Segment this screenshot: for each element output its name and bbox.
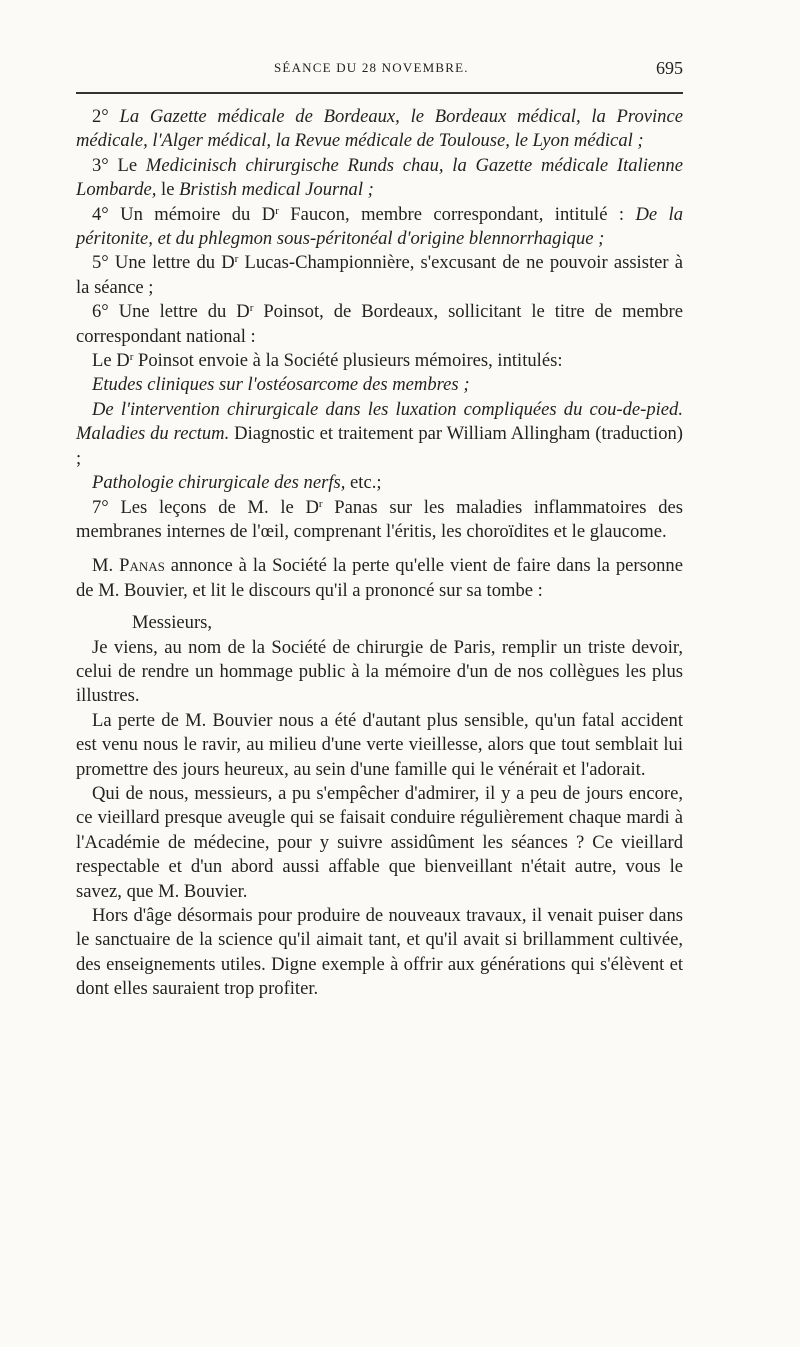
pathologie-title: Pathologie chirurgicale des nerfs, etc.; [92, 472, 382, 494]
speech-paragraph-2: La perte de M. Bouvier nous a été d'autant plus sensible, qu'un fatal accident est venu nous le ravir, au milieu d'une verte vieillesse, alors que tout semblait lui promettre des jours heureux, au sein d'une famille qui le vénérait et l'adorait. [76, 709, 683, 780]
panas-announcement: M. Panas annonce à la Société la perte qu'elle vient de faire dans la personne de M. Bouvier, et lit le discours qu'il a prononcé sur sa tombe : [76, 555, 683, 601]
intervention-title: De l'intervention chirurgicale dans les luxation compliquées du cou-de-pied. Maladies du rectum. Diagnostic et traitement par William Allingham (traduction) ; [76, 398, 683, 469]
item-5: 5° Une lettre du $D^r$ Lucas-Championnière, s'excusant de ne pouvoir assister à la séance ; [76, 252, 684, 298]
speech-paragraph-3: Qui de nous, messieurs, a pu s'empêcher d'admirer, il y a peu de jours encore, ce vieillard presque aveugle qui se faisait conduire régulièrement chaque mardi à l'Académie de médecine, pour y suivre assidûment les séances ? Ce vieillard respectable et d'un abord aussi affable que bienveillant n'était autre, vous le savez, que M. Bouvier. [76, 782, 683, 902]
running-title: SÉANCE DU 28 NOVEMBRE. [274, 60, 469, 75]
item-3: 3° Le Medicinisch chirurgische Runds chau, la Gazette médicale Italienne Lombarde, le Bristish medical Journal ; [76, 154, 683, 201]
page-number: 695 [656, 58, 683, 78]
speech-paragraph-4: Hors d'âge désormais pour produire de nouveaux travaux, il venait puiser dans le sanctuaire de la science qu'il aimait tant, et qu'il avait si brillamment cultivée, des enseignements utiles. Digne exemple à offrir aux générations qui s'élèvent et dont elles sauraient trop profiter. [76, 905, 683, 1000]
item-6: 6° Une lettre du $D^r$ Poinsot, de Bordeaux, sollicitant le titre de membre correspondant national : [76, 301, 683, 347]
item-4: 4° Un mémoire du $D^r$ Faucon, membre correspondant, intitulé : De la péritonite, et du phlegmon sous-péritonéal d'origine blennorrhagique ; [76, 203, 684, 250]
item-7: 7° Les leçons de M. le $D^r$ Panas sur les maladies inflammatoires des membranes internes de l'œil, comprenant l'éritis, les choroïdites et le glaucome. [76, 496, 683, 542]
item-2: 2° La Gazette médicale de Bordeaux, le Bordeaux médical, la Province médicale, l'Alger médical, la Revue médicale de Toulouse, le Lyon médical ; [76, 106, 683, 152]
poinsot-paragraph: Le $D^r$ Poinsot envoie à la Société plusieurs mémoires, intitulés: [92, 350, 563, 372]
speech-address: Messieurs, [132, 612, 213, 634]
etudes-title: Etudes cliniques sur l'ostéosarcome des membres ; [92, 374, 470, 396]
speech-paragraph-1: Je viens, au nom de la Société de chirurgie de Paris, remplir un triste devoir, celui de rendre un hommage public à la mémoire d'un de nos collègues les plus illustres. [76, 636, 683, 707]
page-header [76, 60, 683, 82]
header-rule [76, 92, 683, 94]
page-body [76, 105, 683, 1002]
